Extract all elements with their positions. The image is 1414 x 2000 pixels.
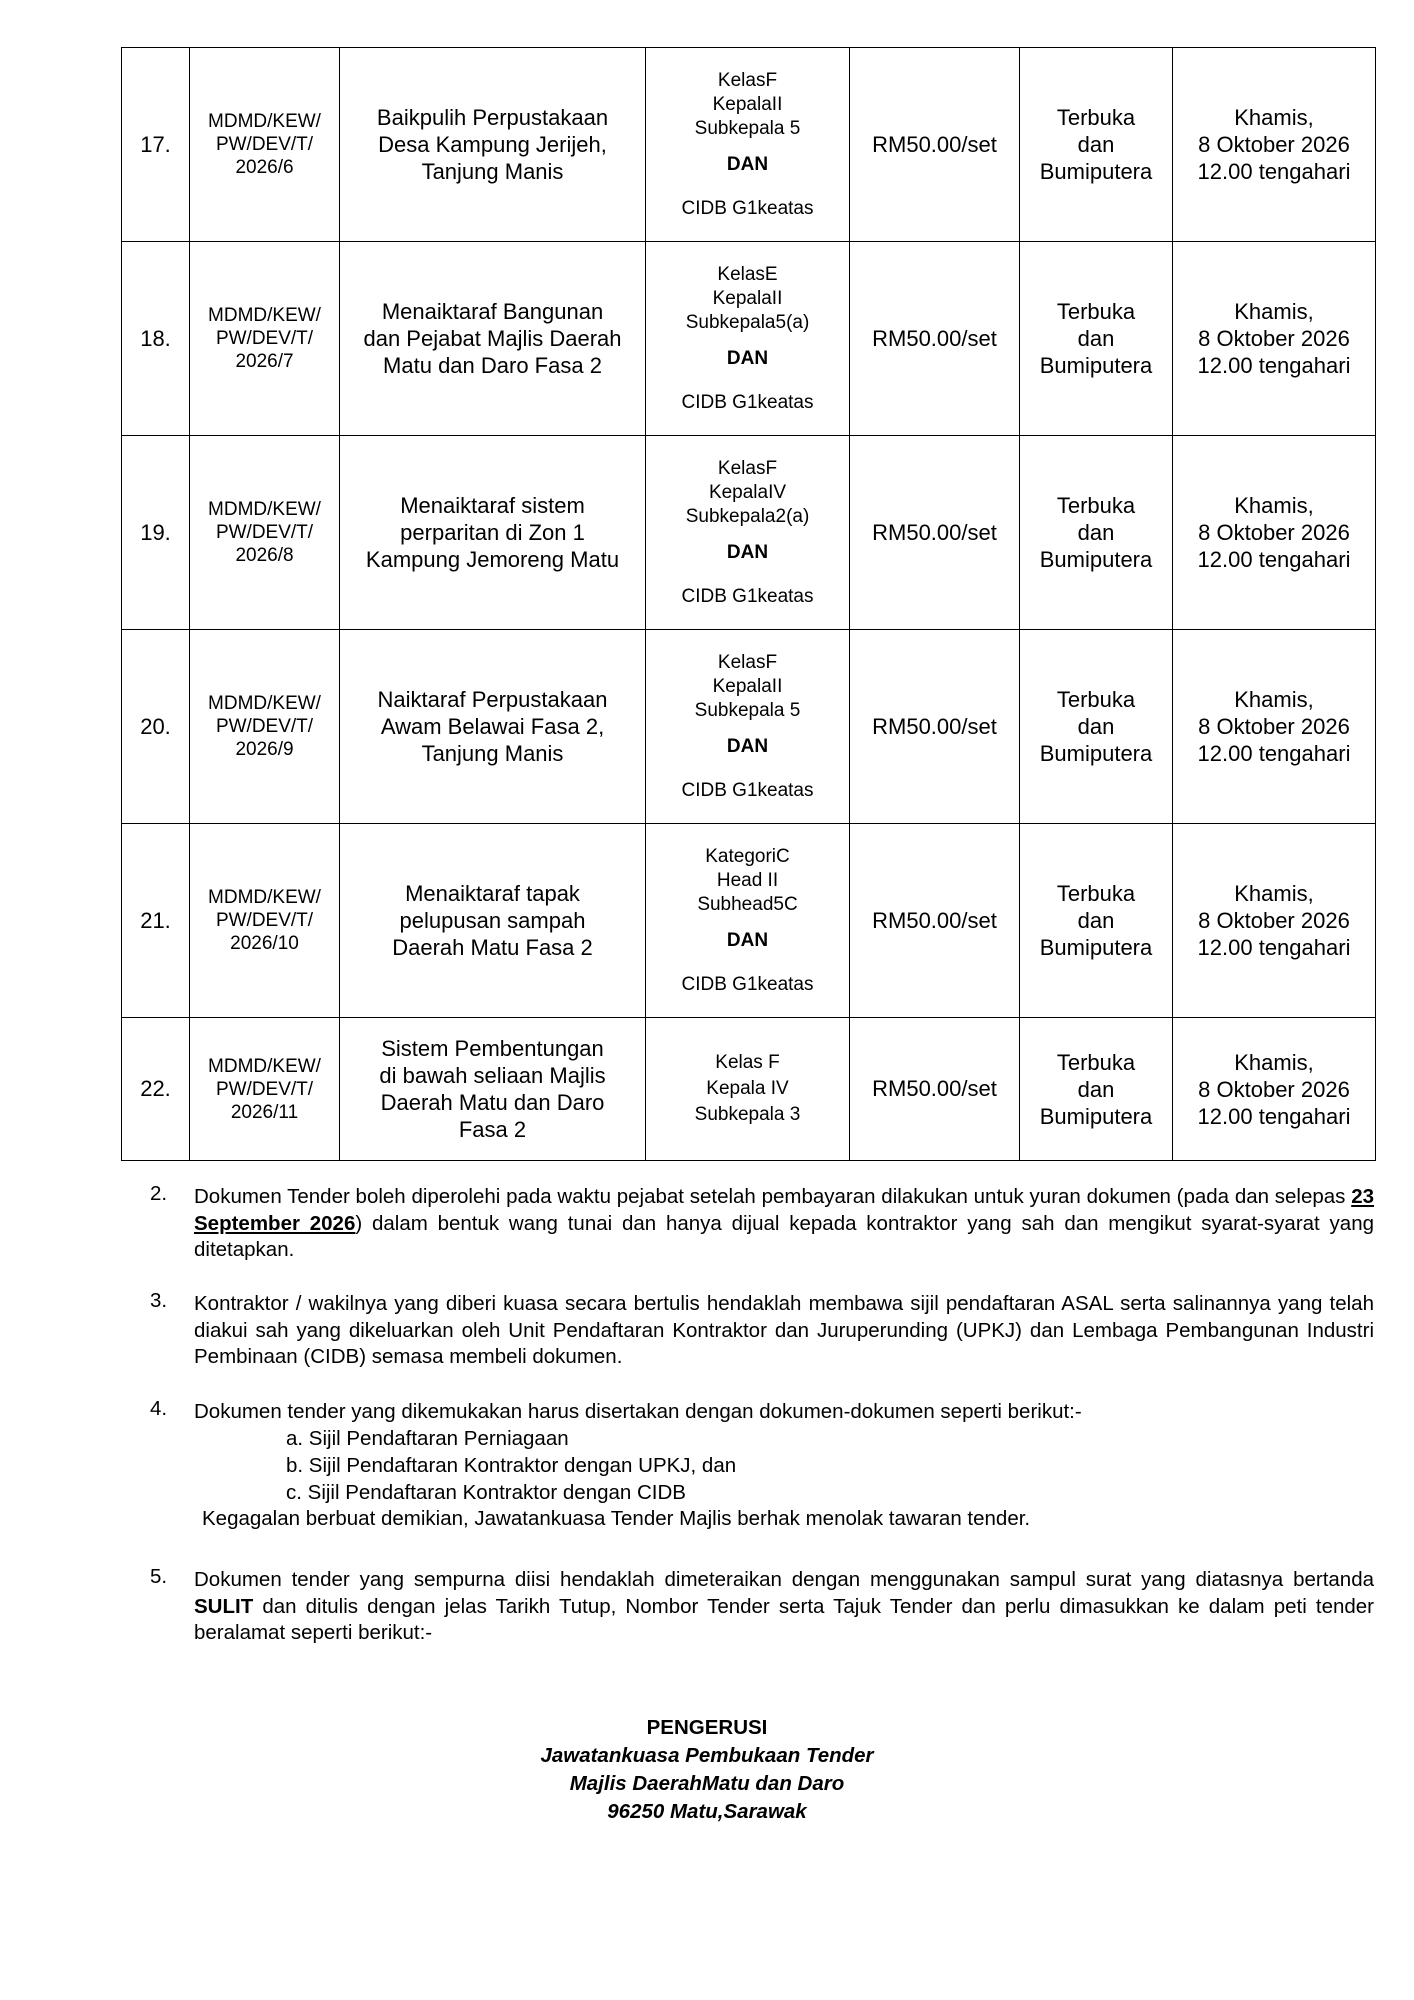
cell-line: Menaiktaraf Bangunan	[381, 299, 604, 324]
cell-line: PW/DEV/T/	[215, 716, 314, 737]
closing-date	[1173, 48, 1376, 242]
document-fee: RM50.00/set	[850, 630, 1020, 824]
dan-label: DAN	[726, 347, 769, 369]
cell-line: Terbuka	[1056, 1049, 1136, 1075]
cell-line: Subhead5C	[697, 893, 798, 915]
cell-line: 12.00 tengahari	[1197, 159, 1351, 184]
cell-line: Bumiputera	[1039, 547, 1153, 572]
contractor-qualification	[646, 1018, 850, 1161]
cell-line: 2026/7	[235, 351, 294, 372]
paragraph-text: Dokumen tender yang sempurna diisi hendaklah dimeteraikan dengan menggunakan sampul surat yang diatasnya bertanda SULIT dan ditulis dengan jelas Tarikh Tutup, Nombor Tender serta Tajuk Tender dan perlu dimasukkan ke dalam peti tender beralamat seperti berikut:-	[194, 1568, 1374, 1644]
cell-line: MDMD/KEW/	[208, 1055, 321, 1077]
paragraph-number: 2.	[150, 1182, 168, 1205]
cell-line: 12.00 tengahari	[1197, 353, 1351, 378]
document-fee: RM50.00/set	[850, 1018, 1020, 1161]
cell-line: Tanjung Manis	[421, 741, 564, 766]
document-list	[286, 1425, 736, 1506]
cell-line: dan	[1077, 908, 1115, 933]
cell-line: Kepala IV	[706, 1078, 789, 1099]
eligibility	[1020, 824, 1173, 1018]
cell-line: MDMD/KEW/	[208, 499, 321, 520]
cell-line: KepalaII	[712, 287, 783, 309]
eligibility	[1020, 1018, 1173, 1161]
item-number: 21.	[122, 824, 190, 1018]
tender-reference	[190, 824, 340, 1018]
council-name: Majlis DaerahMatu dan Daro	[569, 1772, 845, 1795]
cell-line: di bawah seliaan Majlis	[379, 1063, 606, 1088]
cell-line: Terbuka	[1056, 687, 1136, 712]
tender-reference	[190, 630, 340, 824]
closing-date	[1173, 436, 1376, 630]
eligibility	[1020, 48, 1173, 242]
cell-line: 2026/10	[230, 933, 299, 954]
cell-line: Naiktaraf Perpustakaan	[377, 687, 608, 712]
tender-table	[121, 47, 1376, 1161]
cell-line: Daerah Matu dan Daro	[380, 1090, 605, 1115]
cell-line: dan	[1077, 520, 1115, 545]
cell-line: MDMD/KEW/	[208, 693, 321, 714]
cell-line: Subkepala 3	[694, 1104, 801, 1125]
cell-line: 8 Oktober 2026	[1198, 326, 1350, 351]
project-title	[340, 242, 646, 436]
signature-title: PENGERUSI	[646, 1716, 768, 1739]
cell-line: Khamis,	[1234, 687, 1314, 712]
cell-line: Sistem Pembentungan	[381, 1036, 604, 1061]
contractor-qualification	[646, 630, 850, 824]
cell-line: Kelas F	[715, 1052, 780, 1073]
eligibility	[1020, 630, 1173, 824]
closing-date	[1173, 1018, 1376, 1161]
cell-line: Desa Kampung Jerijeh,	[378, 132, 607, 157]
cell-line: 8 Oktober 2026	[1198, 520, 1350, 545]
cell-line: pelupusan sampah	[399, 908, 586, 933]
cell-line: Menaiktaraf sistem	[400, 493, 585, 518]
sale-start-date: 23 September 2026	[194, 1185, 1374, 1235]
cell-line: PW/DEV/T/	[215, 134, 314, 155]
cell-line: Bumiputera	[1039, 159, 1153, 184]
cell-line: Terbuka	[1056, 493, 1136, 518]
cell-line: KelasE	[717, 263, 778, 285]
cell-line: Khamis,	[1234, 299, 1314, 324]
signature-block	[0, 1714, 1414, 1826]
cell-line: Subkepala 5	[694, 699, 801, 721]
document-fee: RM50.00/set	[850, 242, 1020, 436]
cell-line: 2026/8	[235, 545, 294, 566]
cell-line: 2026/9	[235, 739, 294, 760]
cell-line: dan	[1077, 714, 1115, 739]
eligibility	[1020, 242, 1173, 436]
cell-line: KategoriC	[705, 845, 790, 867]
cell-line: Daerah Matu Fasa 2	[392, 935, 593, 960]
cidb-grade: CIDB G1keatas	[681, 585, 814, 607]
cell-line: Subkepala 5	[694, 117, 801, 139]
cell-line: 12.00 tengahari	[1197, 547, 1351, 572]
cell-line: KelasF	[717, 651, 778, 673]
cell-line: 8 Oktober 2026	[1198, 908, 1350, 933]
cell-line: KelasF	[717, 69, 778, 91]
cell-line: Subkepala2(a)	[685, 505, 810, 527]
cell-line: KepalaIV	[708, 481, 787, 503]
tender-reference	[190, 436, 340, 630]
cell-line: Awam Belawai Fasa 2,	[380, 714, 605, 739]
cell-line: Subkepala5(a)	[685, 311, 810, 333]
contractor-qualification	[646, 436, 850, 630]
contractor-qualification	[646, 824, 850, 1018]
cell-line: MDMD/KEW/	[208, 111, 321, 132]
cell-line: 12.00 tengahari	[1197, 1103, 1351, 1129]
tender-reference	[190, 48, 340, 242]
dan-label: DAN	[726, 541, 769, 563]
cidb-grade: CIDB G1keatas	[681, 779, 814, 801]
cell-line: 8 Oktober 2026	[1198, 714, 1350, 739]
cell-line: MDMD/KEW/	[208, 305, 321, 326]
item-number: 19.	[122, 436, 190, 630]
tender-reference	[190, 1018, 340, 1161]
table-row	[122, 1018, 1376, 1161]
table-row	[122, 630, 1376, 824]
project-title	[340, 436, 646, 630]
dan-label: DAN	[726, 153, 769, 175]
cell-line: Bumiputera	[1039, 741, 1153, 766]
cell-line: Khamis,	[1234, 1049, 1314, 1075]
sulit-label: SULIT	[194, 1594, 254, 1618]
cell-line: dan	[1077, 132, 1115, 157]
cell-line: KelasF	[717, 457, 778, 479]
cell-line: Terbuka	[1056, 105, 1136, 130]
document-fee: RM50.00/set	[850, 48, 1020, 242]
cell-line: perparitan di Zon 1	[400, 520, 585, 545]
paragraph-number: 3.	[150, 1289, 168, 1312]
table-row	[122, 242, 1376, 436]
cell-line: Baikpulih Perpustakaan	[376, 105, 609, 130]
table-row	[122, 824, 1376, 1018]
paragraph-text: Kontraktor / wakilnya yang diberi kuasa secara bertulis hendaklah membawa sijil pendaftaran ASAL serta salinannya yang telah diakui sah yang dikeluarkan oleh Unit Pendaftaran Kontraktor dan Juruperunding (UPKJ) dan Lembaga Pembangunan Industri Pembinaan (CIDB) semasa membeli dokumen.	[194, 1292, 1374, 1368]
cell-line: Menaiktaraf tapak	[405, 881, 580, 906]
project-title	[340, 630, 646, 824]
project-title	[340, 1018, 646, 1161]
contractor-qualification	[646, 48, 850, 242]
cell-line: Bumiputera	[1039, 353, 1153, 378]
document-fee: RM50.00/set	[850, 824, 1020, 1018]
cell-line: 2026/6	[235, 157, 294, 178]
committee-name: Jawatankuasa Pembukaan Tender	[540, 1744, 874, 1767]
closing-date	[1173, 824, 1376, 1018]
project-title	[340, 824, 646, 1018]
cidb-grade: CIDB G1keatas	[681, 973, 814, 995]
closing-date	[1173, 630, 1376, 824]
cell-line: Kampung Jemoreng Matu	[365, 547, 620, 572]
cell-line: Terbuka	[1056, 299, 1136, 324]
cell-line: Tanjung Manis	[421, 159, 564, 184]
item-number: 18.	[122, 242, 190, 436]
table-row	[122, 48, 1376, 242]
tender-reference	[190, 242, 340, 436]
cell-line: Bumiputera	[1039, 935, 1153, 960]
cell-line: 8 Oktober 2026	[1198, 1076, 1350, 1102]
dan-label: DAN	[726, 929, 769, 951]
paragraph-text: Dokumen Tender boleh diperolehi pada waktu pejabat setelah pembayaran dilakukan untuk yuran dokumen (pada dan selepas 23 September 2026) dalam bentuk wang tunai dan hanya dijual kepada kontraktor yang sah dan mengikut syarat-syarat yang ditetapkan.	[194, 1185, 1374, 1261]
cell-line: Terbuka	[1056, 881, 1136, 906]
closing-date	[1173, 242, 1376, 436]
cell-line: dan	[1077, 326, 1115, 351]
cell-line: 12.00 tengahari	[1197, 935, 1351, 960]
item-number: 20.	[122, 630, 190, 824]
cell-line: Head II	[716, 869, 779, 891]
cell-line: KepalaII	[712, 675, 783, 697]
cell-line: PW/DEV/T/	[215, 1078, 314, 1100]
cell-line: dan	[1077, 1076, 1115, 1102]
council-address: 96250 Matu,Sarawak	[607, 1800, 807, 1823]
cell-line: 12.00 tengahari	[1197, 741, 1351, 766]
contractor-qualification	[646, 242, 850, 436]
cidb-grade: CIDB G1keatas	[681, 391, 814, 413]
item-number: 22.	[122, 1018, 190, 1161]
cell-line: Khamis,	[1234, 881, 1314, 906]
cell-line: PW/DEV/T/	[215, 328, 314, 349]
eligibility	[1020, 436, 1173, 630]
cell-line: Khamis,	[1234, 105, 1314, 130]
item-number: 17.	[122, 48, 190, 242]
paragraph-4-note: Kegagalan berbuat demikian, Jawatankuasa Tender Majlis berhak menolak tawaran tender.	[202, 1507, 1031, 1530]
project-title	[340, 48, 646, 242]
table-row	[122, 436, 1376, 630]
document-fee: RM50.00/set	[850, 436, 1020, 630]
cell-line: PW/DEV/T/	[215, 522, 314, 543]
cell-line: MDMD/KEW/	[208, 887, 321, 908]
cell-line: Fasa 2	[458, 1117, 527, 1142]
paragraph-text: Dokumen tender yang dikemukakan harus disertakan dengan dokumen-dokumen seperti berikut:-	[194, 1400, 1082, 1423]
cell-line: PW/DEV/T/	[215, 910, 314, 931]
list-item: b. Sijil Pendaftaran Kontraktor dengan UPKJ, dan	[286, 1454, 737, 1477]
cell-line: KepalaII	[712, 93, 783, 115]
cell-line: Khamis,	[1234, 493, 1314, 518]
list-item: a. Sijil Pendaftaran Perniagaan	[286, 1427, 569, 1450]
cidb-grade: CIDB G1keatas	[681, 197, 814, 219]
list-item: c. Sijil Pendaftaran Kontraktor dengan CIDB	[286, 1481, 686, 1504]
paragraph-number: 4.	[150, 1397, 168, 1420]
dan-label: DAN	[726, 735, 769, 757]
cell-line: 8 Oktober 2026	[1198, 132, 1350, 157]
cell-line: Matu dan Daro Fasa 2	[383, 353, 602, 378]
cell-line: dan Pejabat Majlis Daerah	[363, 326, 622, 351]
cell-line: Bumiputera	[1039, 1103, 1153, 1129]
cell-line: 2026/11	[230, 1101, 299, 1123]
paragraph-number: 5.	[150, 1565, 168, 1588]
